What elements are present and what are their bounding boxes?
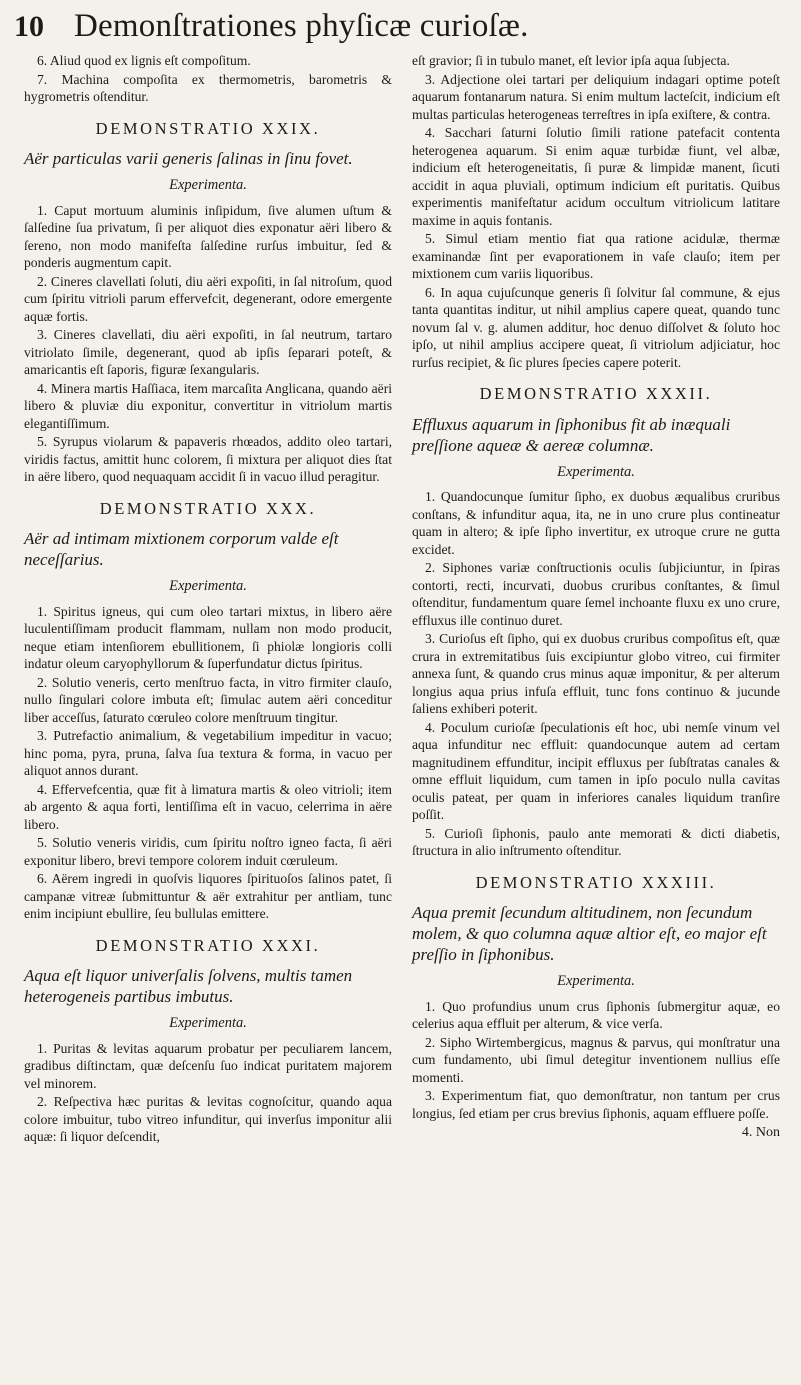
paragraph: eſt gravior; ſi in tubulo manet, eſt levior ipſa aqua ſubjecta. bbox=[412, 53, 730, 68]
paragraph: 5. Simul etiam mentio fiat qua ratione acidulæ, thermæ examinandæ ſint per evaporationem in vaſe clauſo; item per mixtionem cum variis liquoribus. bbox=[412, 231, 780, 281]
experiments-label: Experimenta. bbox=[169, 1015, 247, 1031]
paragraph: 4. Minera martis Haſſiaca, item marcaſita Anglicana, quando aëri libero & pluviæ diu exponitur, convertitur in vitriolum martis elegantiſſimum. bbox=[24, 380, 392, 431]
proposition-title: Aër particulas varii generis ſalinas in ſinu fovet. bbox=[24, 149, 353, 168]
paragraph: 6. Aërem ingredi in quoſvis liquores ſpirituoſos ſalinos patet, ſi campanæ vitreæ ſubmittuntur & aër extrahitur per antliam, tunc enim incipiunt ebullire, ſeu bullulas emittere. bbox=[24, 871, 392, 921]
paragraph: 5. Curioſi ſiphonis, paulo ante memorati & dicti diabetis, ſtructura in alio inſtrumento oſtenditur. bbox=[412, 825, 780, 858]
paragraph: 3. Putrefactio animalium, & vegetabilium impeditur in vacuo; hinc poma, pyra, pruna, ſalva ſua textura & forma, in vacuo per aliquot annos durant. bbox=[24, 728, 392, 778]
section-heading: DEMONSTRATIO XXXII. bbox=[479, 384, 713, 403]
left-column bbox=[24, 52, 392, 1147]
paragraph: 3. Cineres clavellati, diu aëri expoſiti, in ſal neutrum, tartaro vitriolato ſimile, degenerant, quod ab ipſis ſeparari poteſt, & amaricantis eſt ſaporis, figuræ ſexangularis. bbox=[24, 327, 392, 377]
paragraph: 2. Sipho Wirtembergicus, magnus & parvus, qui monſtratur una cum fundamento, ubi ſimul detegitur inventionem nullius eſſe momenti. bbox=[412, 1034, 780, 1085]
paragraph: 2. Solutio veneris, certo menſtruo facta, in vitro firmiter clauſo, nullo ſingulari colore imbuta eſt; ſimulac autem aëri conceditur liber acceſſus, ſaturato cœruleo colore menſtruum tingitur. bbox=[24, 674, 392, 725]
experiments-label: Experimenta. bbox=[169, 177, 247, 193]
proposition-title: Effluxus aquarum in ſiphonibus fit ab inæquali preſſione aqueæ & aereæ columnæ. bbox=[412, 414, 731, 455]
paragraph: 1. Quandocunque ſumitur ſipho, ex duobus æqualibus cruribus conſtans, & infunditur aqua, ita, ne in uno crure plus contineatur quam in altero; & ipſe ſipho invertitur, ex utroque crure ne gutta excidet. bbox=[412, 489, 780, 557]
paragraph: 2. Siphones variæ conſtructionis oculis ſubjiciuntur, in ſpiras contorti, recti, incurvati, duobus cruribus conſtantes, & ſimul oſtenditur, fundamentum quare ſemel inchoante fluxu ex uno crure, effluxus ille continuo duret. bbox=[412, 560, 780, 628]
experiments-label: Experimenta. bbox=[557, 973, 635, 989]
paragraph: 2. Cineres clavellati ſoluti, diu aëri expoſiti, in ſal nitroſum, quod cum ſpiritu vitrioli parum effervefcit, degenerant, odore emergente aquæ fortis. bbox=[24, 273, 392, 324]
section-heading: DEMONSTRATIO XXXI. bbox=[95, 935, 321, 955]
experiments-label: Experimenta. bbox=[557, 463, 635, 480]
paragraph: 4. Poculum curioſæ ſpeculationis eſt hoc, ubi nemſe vinum vel aqua infunditur nec effluit: quandocunque autem ad certam magnitudinem effunditur, incipit effluxus per ſubſtratas canales & omne effluit liquidum, cum tamen in ipſo poculo nulla cavitas oculis pateat, per quam in inferiores canales liquidum tranſire poſſit. bbox=[412, 719, 780, 822]
paragraph: 5. Solutio veneris viridis, cum ſpiritu noſtro igneo facta, ſi aëri exponitur libero, brevi tempore colorem induit cœruleum. bbox=[24, 835, 392, 868]
paragraph: 3. Experimentum fiat, quo demonſtratur, non tantum per crus longius, ſed etiam per crus brevius ſiphonis, aquam effluere poſſe. bbox=[412, 1088, 780, 1121]
paragraph: 1. Puritas & levitas aquarum probatur per peculiarem lancem, gradibus diſtinctam, quæ deſcenſu ſuo indicat puritatem majorem vel minorem. bbox=[24, 1040, 392, 1091]
paragraph: 4. Effervefcentia, quæ fit à limatura martis & oleo vitrioli; item ab argento & aqua forti, lentiſſima eſt in vacuo, celerrima in aëre libero. bbox=[24, 781, 392, 832]
paragraph: 7. Machina compoſita ex thermometris, barometris & hygrometris oſtenditur. bbox=[24, 71, 392, 104]
paragraph: 2. Reſpectiva hæc puritas & levitas cognoſcitur, quando aqua colore imbuitur, tubo vitreo infunditur, qui inverſus imponitur alii aquæ: ſi liquor deſcendit, bbox=[24, 1094, 392, 1144]
section-heading: DEMONSTRATIO XXX. bbox=[99, 498, 317, 518]
proposition-title: Aqua eſt liquor univerſalis ſolvens, multis tamen heterogeneis partibus imbutus. bbox=[24, 966, 353, 1006]
right-column bbox=[412, 52, 780, 1142]
paragraph: 3. Curioſus eſt ſipho, qui ex duobus cruribus compoſitus eſt, quæ crura in extremitatibus ſuis excipiuntur globo vitreo, cui firmiter annexa ſunt, & quando crus minus aquæ imponitur, & per alterum longius aqua prius infuſa effluit, tunc fons continuo & jucunde ſaliens exhiberi poterit. bbox=[412, 631, 780, 716]
paragraph: 5. Syrupus violarum & papaveris rhœados, addito oleo tartari, viridis factus, amittit hunc colorem, ſi mixtura per aliquot dies ſtat in aëre libero, quod nequaquam accidit ſi in vacuo illud peragitur. bbox=[24, 434, 392, 484]
section-heading: DEMONSTRATIO XXIX. bbox=[95, 118, 321, 138]
experiments-label: Experimenta. bbox=[169, 578, 247, 594]
paragraph: 4. Sacchari ſaturni ſolutio ſimili ratione patefacit contenta heterogenea aquarum. Si enim aquæ turbidæ fiunt, vel albæ, indicium eſt heterogeneitatis, ſi puræ & limpidæ manent, ſicuti accidit in aqua pluviali, optimum indicium eſt puritatis. Quibus experimentis manifeſtatur acidum occultum vitriolicum latitare maxime in aquis fontanis. bbox=[412, 125, 780, 228]
running-title: Demonſtrationes phyſicæ curioſæ. bbox=[74, 8, 529, 44]
paragraph: 3. Adjectione olei tartari per deliquium indagari optime poteſt aquarum fontanarum natura. Si enim multum lacteſcit, indicium eſt multas particulas heterogeneas terreſtres in ipſa exiſtere, & contra. bbox=[412, 71, 780, 122]
proposition-title: Aqua premit ſecundum altitudinem, non ſecundum molem, & quo columna aquæ altior eſt, eo major eſt preſſio in ſiphonibus. bbox=[412, 903, 767, 964]
page-number: 10 bbox=[14, 10, 44, 43]
paragraph: 6. In aqua cujuſcunque generis ſi ſolvitur ſal commune, & ejus tanta quantitas inditur, ut nihil amplius capere queat, quando tunc novum ſal v. g. alumen additur, hoc denuo diſſolvet & ſoluto hoc ipſo, ut nihil amplius accipere queat, ſi vitriolum adjiciatur, hoc rurſus recipiet, & ſic plures ſpecies capere poterit. bbox=[412, 284, 780, 370]
paragraph: 1. Quo profundius unum crus ſiphonis ſubmergitur aquæ, eo celerius aqua effluit per alterum, & vice verſa. bbox=[412, 998, 780, 1031]
section-heading: DEMONSTRATIO XXXIII. bbox=[475, 872, 717, 892]
running-header bbox=[14, 4, 794, 50]
paragraph: 1. Spiritus igneus, qui cum oleo tartari mixtus, in libero aëre luculentiſſimam producit flammam, nullam non modo producit, neque etiam intenſiorem ebullitionem, ſi phiolæ longioris colli indatur oleum caryophyllorum & ſuperfundatur dictus ſpiritus. bbox=[24, 603, 392, 671]
catchword: 4. Non bbox=[741, 1125, 780, 1140]
paragraph: 6. Aliud quod ex lignis eſt compoſitum. bbox=[37, 53, 251, 68]
proposition-title: Aër ad intimam mixtionem corporum valde eſt neceſſarius. bbox=[24, 529, 339, 569]
paragraph: 1. Caput mortuum aluminis inſipidum, ſive alumen uſtum & ſalſedine ſua privatum, ſi per aliquot dies exponatur aëri libero & ſereno, non modo manifeſta ſalſedine rurſus imbuitur, ſed & ponderis augmentum capit. bbox=[24, 202, 392, 270]
